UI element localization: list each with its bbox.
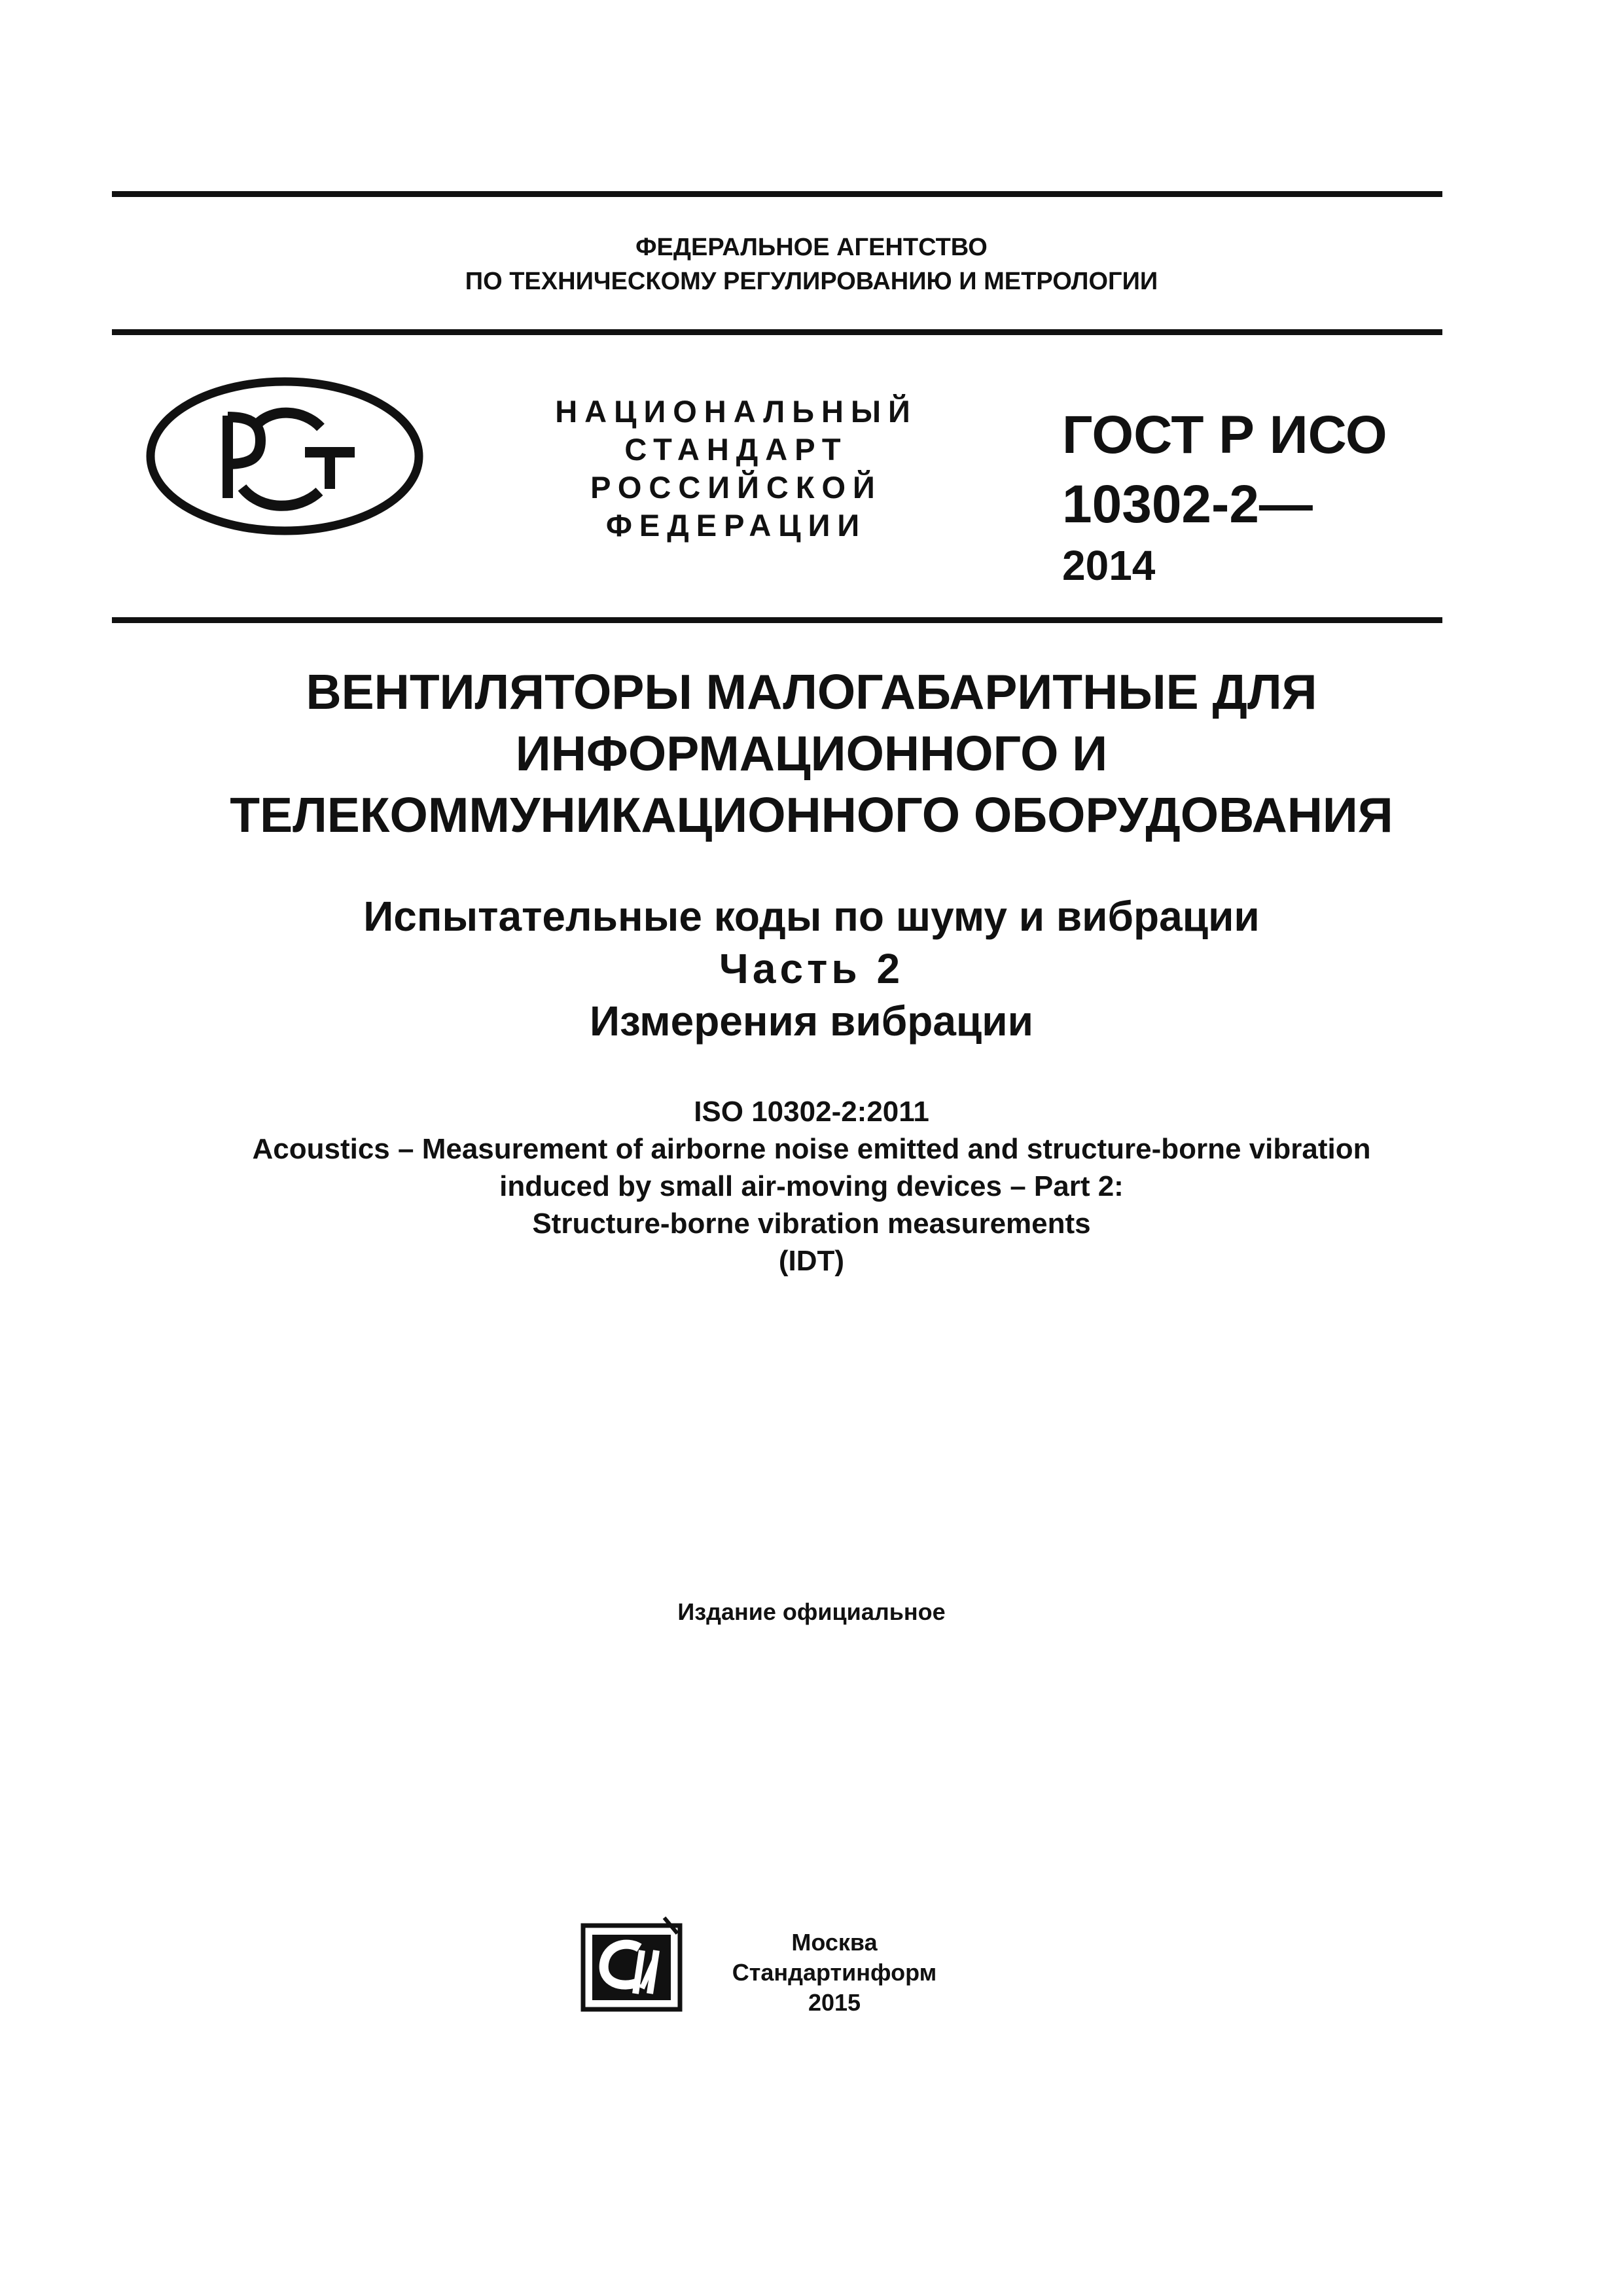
- standard-designation: [1062, 401, 1387, 592]
- title-line-1: ВЕНТИЛЯТОРЫ МАЛОГАБАРИТНЫЕ ДЛЯ: [306, 664, 1317, 719]
- designation-rule: [112, 617, 1442, 623]
- iso-line-2: induced by small air-moving devices – Part 2:: [499, 1170, 1124, 1202]
- designation-year: 2014: [1062, 542, 1156, 589]
- title-line-3: ТЕЛЕКОММУНИКАЦИОННОГО ОБОРУДОВАНИЯ: [230, 787, 1393, 842]
- publisher-city: Москва: [791, 1929, 878, 1956]
- iso-line-1: Acoustics – Measurement of airborne noise emitted and structure-borne vibration: [252, 1133, 1371, 1165]
- title-line-2: ИНФОРМАЦИОННОГО И: [515, 726, 1108, 781]
- subtitle-line: Испытательные коды по шуму и вибрации: [363, 893, 1260, 940]
- agency-line-2: ПО ТЕХНИЧЕСКОМУ РЕГУЛИРОВАНИЮ И МЕТРОЛОГИИ: [465, 268, 1158, 295]
- iso-line-4: (IDT): [778, 1245, 845, 1277]
- iso-number: ISO 10302-2:2011: [694, 1096, 929, 1128]
- designation-line-2: 10302-2—: [1062, 475, 1313, 534]
- iso-line-3: Structure-borne vibration measurements: [532, 1208, 1091, 1240]
- document-subtitle: [0, 890, 1623, 1047]
- national-line-3: РОССИЙСКОЙ: [590, 470, 882, 505]
- national-standard-label: [543, 393, 929, 545]
- document-title: [0, 661, 1623, 846]
- national-line-4: ФЕДЕРАЦИИ: [605, 508, 867, 543]
- gost-r-logo: [144, 376, 425, 537]
- header-rule: [112, 329, 1442, 335]
- part-title: Измерения вибрации: [590, 997, 1033, 1045]
- top-rule: [112, 191, 1442, 197]
- edition-label: Издание официальное: [677, 1598, 946, 1625]
- part-number: Часть 2: [719, 945, 904, 992]
- national-line-1: НАЦИОНАЛЬНЫЙ: [555, 394, 918, 429]
- standartinform-logo: [579, 1916, 684, 2015]
- agency-line-1: ФЕДЕРАЛЬНОЕ АГЕНТСТВО: [635, 234, 988, 261]
- agency-header: [0, 230, 1623, 298]
- designation-line-1: ГОСТ Р ИСО: [1062, 405, 1387, 465]
- iso-reference: [0, 1093, 1623, 1280]
- publisher-block: [713, 1928, 955, 2018]
- publisher-year: 2015: [808, 1989, 861, 2016]
- publisher-name: Стандартинформ: [732, 1959, 937, 1986]
- national-line-2: СТАНДАРТ: [624, 432, 848, 467]
